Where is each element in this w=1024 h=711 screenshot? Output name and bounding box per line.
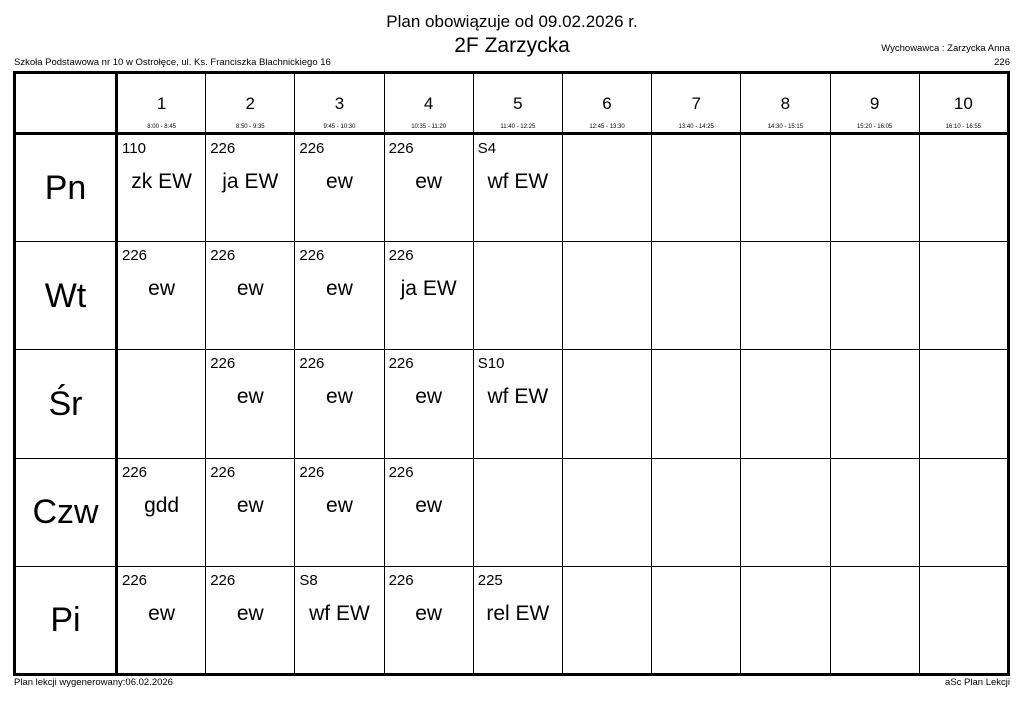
plan-title: Plan obowiązuje od 09.02.2026 r. <box>386 12 638 31</box>
empty-cell <box>830 458 919 566</box>
period-time: 11:40 - 12:25 <box>500 124 536 130</box>
lesson-cell <box>295 566 384 674</box>
lesson-subject: wf EW <box>487 170 549 193</box>
day-cell <box>15 134 117 242</box>
day-row <box>15 242 1009 350</box>
empty-cell <box>652 242 741 350</box>
generated-date: Plan lekcji wygenerowany:06.02.2026 <box>14 677 173 688</box>
lesson-subject: ew <box>326 277 353 301</box>
period-time: 8:50 - 9:35 <box>235 124 265 130</box>
lesson-cell <box>117 134 206 242</box>
period-number: 10 <box>953 94 973 113</box>
lesson-cell <box>117 458 206 566</box>
empty-cell <box>652 134 741 242</box>
period-header <box>117 73 206 134</box>
day-row <box>15 566 1009 674</box>
day-label: Czw <box>32 493 99 532</box>
empty-cell <box>562 134 651 242</box>
empty-cell <box>919 134 1008 242</box>
lesson-subject: rel EW <box>486 601 550 625</box>
period-time: 8:00 - 8:45 <box>147 124 176 130</box>
lesson-room: 226 <box>388 247 414 265</box>
lesson-subject: wf EW <box>309 601 370 625</box>
lesson-subject: ew <box>415 170 443 193</box>
lesson-room: S4 <box>477 140 497 157</box>
empty-cell <box>473 458 562 566</box>
empty-cell <box>830 134 919 242</box>
lesson-cell <box>117 242 206 350</box>
lesson-subject: ew <box>236 277 264 301</box>
lesson-subject: wf EW <box>487 385 549 409</box>
lesson-room: 226 <box>299 463 325 481</box>
empty-cell <box>830 566 919 674</box>
period-header <box>652 73 741 134</box>
lesson-cell <box>295 242 384 350</box>
lesson-room: 226 <box>388 140 414 157</box>
school-address: Szkoła Podstawowa nr 10 w Ostrołęce, ul. Ks. Franciszka Blachnickiego 16 <box>14 57 331 68</box>
lesson-room: 226 <box>210 463 236 481</box>
empty-cell <box>830 350 919 458</box>
day-row <box>15 350 1009 458</box>
class-name: 2F Zarzycka <box>454 34 570 57</box>
period-number: 8 <box>780 94 791 113</box>
lesson-subject: ew <box>236 493 264 517</box>
lesson-subject: ja EW <box>400 277 457 301</box>
lesson-cell <box>295 134 384 242</box>
period-header-row <box>15 73 1009 134</box>
day-cell <box>15 350 117 458</box>
day-label: Wt <box>44 276 87 315</box>
lesson-subject: ew <box>148 277 176 301</box>
lesson-cell <box>384 242 473 350</box>
lesson-subject: ew <box>326 385 353 409</box>
empty-cell <box>919 350 1008 458</box>
software-name: aSc Plan Lekcji <box>945 677 1010 688</box>
empty-cell <box>741 134 830 242</box>
lesson-room: S8 <box>299 571 318 589</box>
period-number: 2 <box>245 94 256 113</box>
empty-cell <box>562 458 651 566</box>
period-time: 13:40 - 14:25 <box>678 124 714 130</box>
lesson-cell <box>384 458 473 566</box>
empty-cell <box>741 566 830 674</box>
lesson-subject: ja EW <box>222 170 279 193</box>
period-number: 6 <box>602 94 612 113</box>
period-header <box>384 73 473 134</box>
period-time: 10:35 - 11:20 <box>411 124 447 130</box>
lesson-room: 226 <box>388 463 414 481</box>
day-cell <box>15 242 117 350</box>
lesson-room: 226 <box>299 355 325 373</box>
period-number: 5 <box>513 94 523 113</box>
empty-cell <box>473 242 562 350</box>
corner-cell <box>15 73 117 134</box>
period-header <box>295 73 384 134</box>
period-header <box>473 73 562 134</box>
lesson-cell <box>206 134 295 242</box>
day-row <box>15 134 1009 242</box>
lesson-cell <box>473 566 562 674</box>
lesson-room: 226 <box>122 571 148 589</box>
lesson-room: 226 <box>299 247 325 265</box>
lesson-room: 226 <box>210 140 236 157</box>
day-label: Śr <box>48 384 83 423</box>
empty-cell <box>741 350 830 458</box>
lesson-cell <box>295 458 384 566</box>
empty-cell <box>652 566 741 674</box>
homeroom-teacher: Wychowawca : Zarzycka Anna <box>881 43 1010 54</box>
lesson-cell <box>384 134 473 242</box>
period-header <box>562 73 651 134</box>
empty-cell <box>562 242 651 350</box>
period-header <box>830 73 919 134</box>
empty-cell <box>562 350 651 458</box>
lesson-room: 226 <box>210 355 236 373</box>
empty-cell <box>919 566 1008 674</box>
period-number: 7 <box>691 94 701 113</box>
period-header <box>741 73 830 134</box>
lesson-room: 226 <box>388 355 414 373</box>
lesson-room: 226 <box>210 247 236 265</box>
lesson-room: 226 <box>122 247 148 265</box>
period-time: 14:30 - 15:15 <box>767 124 804 130</box>
lesson-subject: ew <box>236 601 264 625</box>
lesson-room: 226 <box>210 571 236 589</box>
empty-cell <box>919 242 1008 350</box>
lesson-subject: ew <box>236 385 264 409</box>
lesson-cell <box>206 566 295 674</box>
lesson-cell <box>206 242 295 350</box>
lesson-subject: zk EW <box>131 170 192 193</box>
lesson-room: S10 <box>477 355 505 373</box>
lesson-room: 226 <box>299 140 325 157</box>
lesson-room: 225 <box>477 571 503 589</box>
lesson-subject: ew <box>415 601 443 625</box>
lesson-cell <box>384 566 473 674</box>
period-header <box>919 73 1008 134</box>
lesson-cell <box>117 566 206 674</box>
homeroom-room: 226 <box>994 57 1010 68</box>
period-number: 3 <box>334 94 345 113</box>
lesson-subject: ew <box>326 170 353 193</box>
day-cell <box>15 458 117 566</box>
empty-cell <box>919 458 1008 566</box>
day-label: Pi <box>50 600 81 639</box>
empty-cell <box>652 350 741 458</box>
lesson-cell <box>295 350 384 458</box>
lesson-room: 226 <box>122 463 148 481</box>
lesson-room: 110 <box>122 140 146 157</box>
lesson-subject: ew <box>326 493 353 517</box>
lesson-subject: ew <box>148 601 176 625</box>
lesson-room: 226 <box>388 571 414 589</box>
day-label: Pn <box>44 169 87 208</box>
empty-cell <box>562 566 651 674</box>
period-time: 15:20 - 16:05 <box>856 124 893 130</box>
lesson-subject: ew <box>415 493 443 517</box>
timetable-grid <box>13 71 1010 676</box>
period-number: 1 <box>156 94 167 113</box>
lesson-cell <box>206 458 295 566</box>
period-time: 9:45 - 10:30 <box>323 124 356 130</box>
empty-cell <box>117 350 206 458</box>
lesson-cell <box>473 134 562 242</box>
period-number: 4 <box>423 94 434 113</box>
period-time: 12:45 - 13:30 <box>589 124 625 130</box>
empty-cell <box>652 458 741 566</box>
empty-cell <box>741 242 830 350</box>
empty-cell <box>741 458 830 566</box>
day-cell <box>15 566 117 674</box>
lesson-subject: gdd <box>144 493 180 517</box>
lesson-cell <box>384 350 473 458</box>
lesson-cell <box>206 350 295 458</box>
period-number: 9 <box>869 94 880 113</box>
lesson-cell <box>473 350 562 458</box>
lesson-subject: ew <box>415 385 443 409</box>
period-header <box>206 73 295 134</box>
period-time: 16:10 - 16:55 <box>945 124 982 130</box>
day-row <box>15 458 1009 566</box>
empty-cell <box>830 242 919 350</box>
